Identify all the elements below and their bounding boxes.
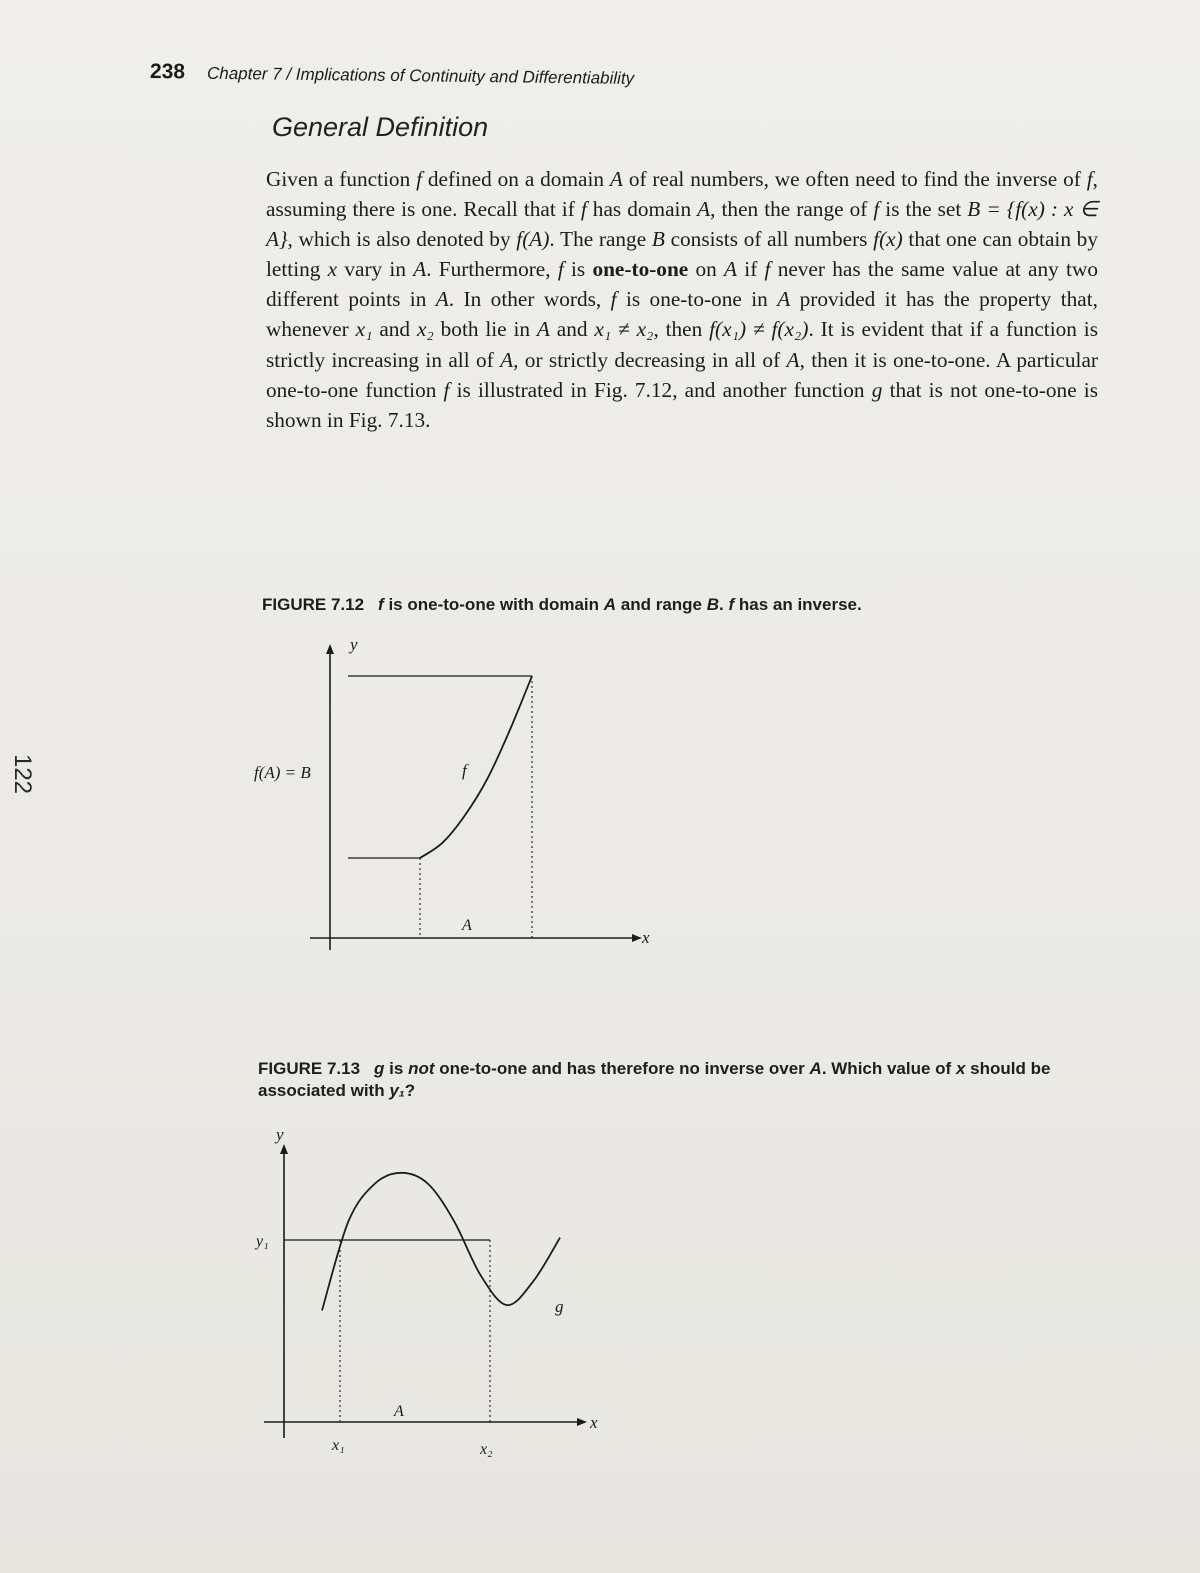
figure-7-13-caption: FIGURE 7.13 g is not one-to-one and has therefore no inverse over A. Which value of x should be associated with y₁? [258, 1059, 1051, 1100]
curve-g-label: g [555, 1297, 564, 1316]
figure-7-12-caption: FIGURE 7.12 f is one-to-one with domain A and range B. f has an inverse. [262, 595, 862, 614]
y1-label: y₁ [256, 1233, 269, 1250]
domain-label: A [394, 1403, 404, 1420]
set-definition: B = {f(x) : x ∈ A} [266, 197, 1098, 252]
y-axis-label: y [350, 635, 358, 654]
x-axis-label: x [642, 928, 650, 947]
x1-label: x₁ [332, 1437, 345, 1454]
y-axis-arrow [326, 644, 334, 654]
side-page-number: 122 [9, 753, 36, 795]
x2-label: x₂ [480, 1441, 493, 1458]
x-axis-arrow [632, 934, 642, 942]
domain-label: A [462, 917, 472, 934]
page-number: 238 [149, 60, 186, 84]
page-header [150, 60, 850, 93]
section-title: General Definition [272, 112, 489, 142]
bold-term: one-to-one [592, 257, 689, 282]
curve-g [322, 1173, 560, 1311]
figure-7-13 [240, 1120, 660, 1480]
x-axis-arrow [577, 1418, 587, 1426]
figure-7-12 [240, 630, 680, 960]
y-axis-arrow [280, 1144, 288, 1154]
curve-f-label: f [462, 761, 467, 780]
x-axis-label: x [590, 1413, 598, 1432]
curve-f [420, 676, 532, 858]
body-paragraph: Given a function f defined on a domain A of real numbers, we often need to find the inverse of f, assuming there is one. Recall that if f has domain A, then the range of f is the set B = {f(x) : x ∈ A}, which is also denoted by f(A). The range B consists of all numbers f(x) that one can obtain by letting x vary in A. Furthermore, f is one-to-one on A if f never has the same value at any two different points in A. In other words, f is one-to-one in A provided it has the property that, whenever x₁ and x₂ both lie in A and x₁ ≠ x₂, then f(x₁) ≠ f(x₂). It is evident that if a function is strictly increasing in all of A, or strictly decreasing in all of A, then it is one-to-one. A particular one-to-one function f is illustrated in Fig. 7.12, and another function g that is not one-to-one is shown in Fig. 7.13. [266, 167, 1099, 432]
y-axis-label: y [276, 1125, 284, 1144]
chapter-title: Chapter 7 / Implications of Continuity and Differentiability [206, 63, 635, 88]
range-label: f(A) = B [254, 763, 311, 782]
